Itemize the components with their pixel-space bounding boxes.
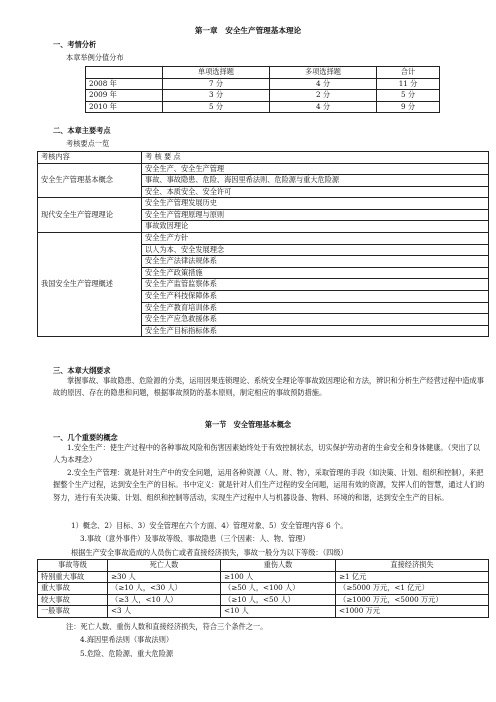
concept-line-1: 1）概念、2）目标、3）安全管理在六个方面、4）管理对象、5）安全管理内容 6 个。 <box>71 521 348 530</box>
heading-syllabus: 三、本章大纲要求 <box>53 366 111 375</box>
list-item: 事故、事故隐患、危险、海因里希法则、危险源与重大危险源 <box>142 175 488 187</box>
table-row: 2010 年 5 分 4 分 9 分 <box>86 101 440 113</box>
table-row: 我国安全生产管理概述 安全生产方针 以人为本、安全发展理念 安全生产法律法规体系 安全生产政策措施 安全生产监管监察体系 安全生产科技保障体系 安全生产教育培训体系 安全生产应急救援体系 安全生产目标指标体系 <box>38 233 489 337</box>
table-row: 现代安全生产管理理论 安全生产管理发展历史 安全生产管理原理与原则 事故致因理论 <box>38 198 489 233</box>
accident-level-table <box>37 559 489 618</box>
topic-table <box>37 151 489 337</box>
list-item: 安全生产法律法规体系 <box>142 256 488 268</box>
table-row: 较大事故 （≥3 人，<10 人） （≥10 人，<50 人） （≥1000 万元，<5000 万元） <box>38 594 489 606</box>
note-line: 注：死亡人数、重伤人数和直接经济损失，符合三个条件之一。 <box>66 622 268 631</box>
concept-item-4: 4.海因里希法则（事故法则） <box>80 635 174 644</box>
score-table <box>85 66 440 113</box>
list-item: 安全生产管理发展历史 <box>142 198 488 210</box>
list-item: 安全生产、安全生产管理 <box>142 164 488 176</box>
list-item: 以人为本、安全发展理念 <box>142 245 488 257</box>
table-row: 重大事故 （≥10 人，<30 人） （≥50 人，<100 人） （≥5000 万元，<1 亿元） <box>38 583 489 595</box>
chapter-title: 第一章 安全生产管理基本理论 <box>194 26 302 35</box>
list-item: 安全生产目标指标体系 <box>145 325 217 335</box>
heading-key-points: 二、本章主要考点 <box>53 126 111 135</box>
list-item: 安全生产教育培训体系 <box>142 303 488 315</box>
list-item: 安全、本质安全、安全许可 <box>145 186 232 196</box>
table-row: 安全生产管理基本概念 安全生产、安全生产管理 事故、事故隐患、危险、海因里希法则、危险源与重大危险源 安全、本质安全、安全许可 <box>38 163 489 198</box>
heading-concepts: 一、几个重要的概念 <box>53 433 118 442</box>
list-item: 安全生产监管监察体系 <box>142 279 488 291</box>
table-row: 特别重大事故 ≥30 人 ≥100 人 ≥1 亿元 <box>38 571 489 583</box>
table-row: 单项选择题 多项选择题 合计 <box>86 67 440 79</box>
concept-item-5: 5.危险、危险源、重大危险源 <box>80 649 174 658</box>
table-row: 2009 年 3 分 2 分 5 分 <box>86 90 440 102</box>
list-item: 事故致因理论 <box>145 221 189 231</box>
table-row: 一般事故 <3 人 <10 人 <1000 万元 <box>38 606 489 618</box>
score-caption: 本章举例分值分布 <box>66 53 124 62</box>
concept-line-3: 根据生产安全事故造成的人员伤亡或者直接经济损失，事故一般分为以下等级：（四级） <box>71 548 348 557</box>
table-row: 2008 年 7 分 4 分 11 分 <box>86 78 440 90</box>
key-points-caption: 考核要点一览 <box>66 139 110 148</box>
table-row: 考核内容 考 核 要 点 <box>38 152 489 164</box>
concept-paragraph-1: 1.安全生产：使生产过程中的各种事故风险和伤害因素始终处于有效控制状态，切实保护劳动者的生命安全和身体健康。（突出了以人为本理念） <box>53 443 480 465</box>
list-item: 安全生产科技保障体系 <box>142 291 488 303</box>
table-row: 事故等级 死亡人数 重伤人数 直接经济损失 <box>38 560 489 572</box>
list-item: 安全生产方针 <box>142 233 488 245</box>
heading-exam-analysis: 一、考情分析 <box>53 40 97 49</box>
section-title: 第一节 安全管理基本概念 <box>204 420 292 429</box>
syllabus-paragraph: 掌握事故、事故隐患、危险源的分类，运用因果连锁理论、系统安全理论等事故致因理论和方法，辨识和分析生产经营过程中造成事故的原因、存在的隐患和问题，根据事故预防的基本原则，制定相应的事故预防措施。 <box>53 376 484 398</box>
list-item: 安全生产政策措施 <box>142 268 488 280</box>
list-item: 安全生产管理原理与原则 <box>142 210 488 222</box>
list-item: 安全生产应急救援体系 <box>142 314 488 326</box>
concept-line-2: 3.事故（意外事件）及事故等级、事故隐患（三个因素：人、物、管理） <box>80 534 310 543</box>
concept-paragraph-2: 2.安全生产管理：就是针对生产中的安全问题，运用各种资源（人、财、物），采取管理的手段（如決策、计划、组织和控制），来把握整个生产过程，达到安全生产的目标。书中定义：就是针对人们生产过程的安全问题，运用有效的资源，发挥人们的智慧，通过人们的努力，进行有关决策、计划、组织和控制等活动，实现生产过程中人与机器设备、物料、环境的和谐，达到安全生产的目标。 <box>53 468 485 502</box>
